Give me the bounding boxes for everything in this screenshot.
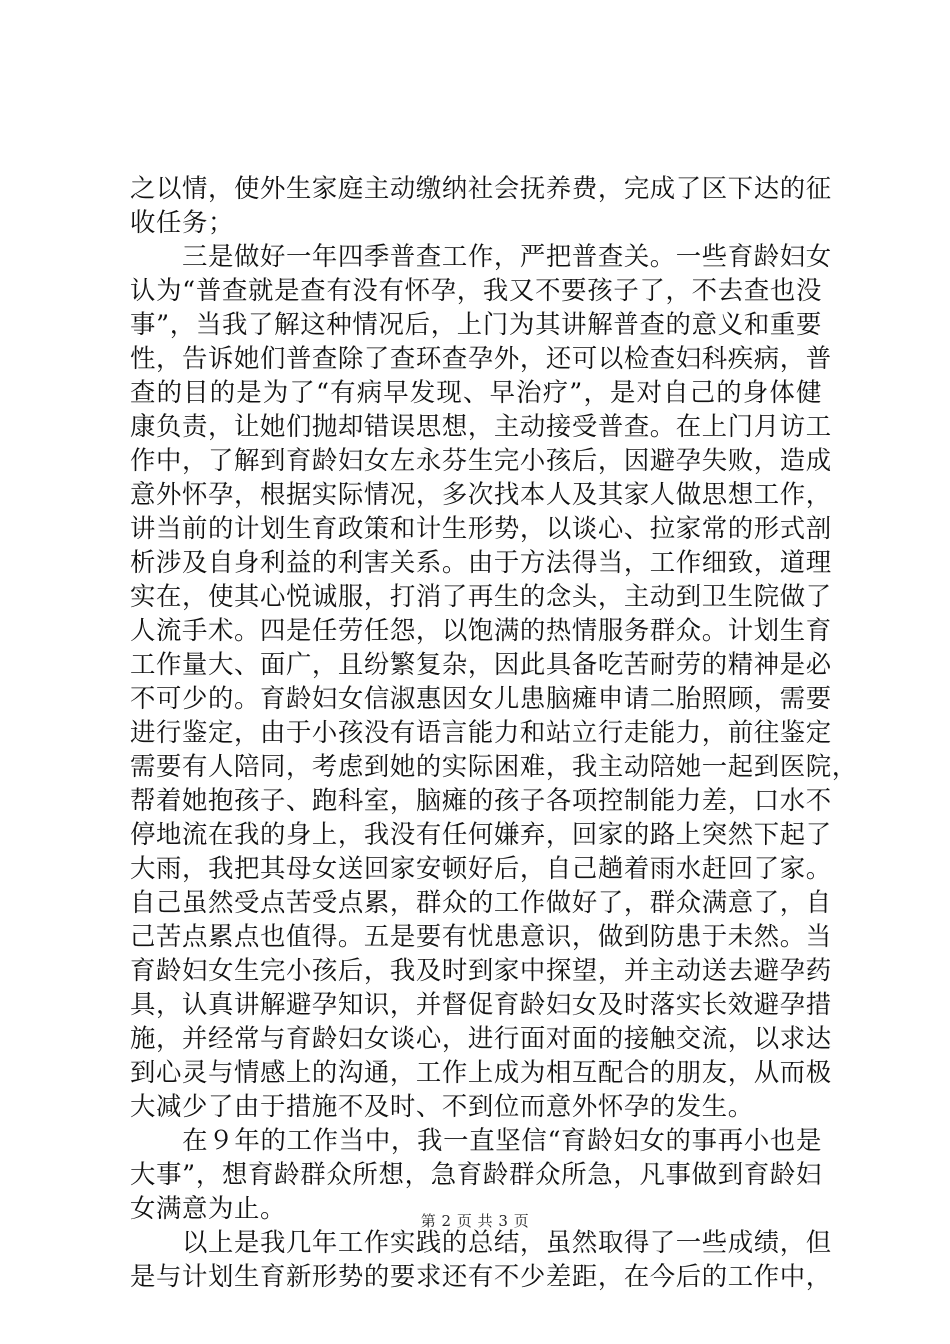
text-line: 三是做好一年四季普查工作，严把普查关。一些育龄妇女 bbox=[130, 241, 832, 271]
text-line: 查的目的是为了“有病早发现、早治疗”，是对自己的身体健 bbox=[130, 377, 822, 407]
text-line: 认为“普查就是查有没有怀孕，我又不要孩子了，不去查也没 bbox=[130, 275, 822, 305]
text-line: 收任务； bbox=[130, 207, 234, 237]
text-line: 帮着她抱孩子、跑科室，脑瘫的孩子各项控制能力差，口水不 bbox=[130, 785, 832, 815]
text-line: 大减少了由于措施不及时、不到位而意外怀孕的发生。 bbox=[130, 1091, 754, 1121]
text-line: 之以情，使外生家庭主动缴纳社会抚养费，完成了区下达的征 bbox=[130, 173, 832, 203]
text-line: 需要有人陪同，考虑到她的实际困难，我主动陪她一起到医院， bbox=[130, 751, 858, 781]
text-line: 以上是我几年工作实践的总结，虽然取得了一些成绩，但 bbox=[130, 1227, 832, 1257]
text-line: 己苦点累点也值得。五是要有忧患意识，做到防患于未然。当 bbox=[130, 921, 832, 951]
text-line: 是与计划生育新形势的要求还有不少差距，在今后的工作中， bbox=[130, 1261, 832, 1291]
text-line: 作中，了解到育龄妇女左永芬生完小孩后，因避孕失败，造成 bbox=[130, 445, 832, 475]
text-line: 自己虽然受点苦受点累，群众的工作做好了，群众满意了，自 bbox=[130, 887, 832, 917]
text-line: 康负责，让她们抛却错误思想，主动接受普查。在上门月访工 bbox=[130, 411, 832, 441]
text-line: 施，并经常与育龄妇女谈心，进行面对面的接触交流，以求达 bbox=[130, 1023, 832, 1053]
text-line: 实在，使其心悦诚服，打消了再生的念头，主动到卫生院做了 bbox=[130, 581, 832, 611]
text-line: 大事”，想育龄群众所想，急育龄群众所急，凡事做到育龄妇 bbox=[130, 1159, 822, 1189]
text-line: 到心灵与情感上的沟通，工作上成为相互配合的朋友，从而极 bbox=[130, 1057, 832, 1087]
text-line: 进行鉴定，由于小孩没有语言能力和站立行走能力，前往鉴定 bbox=[130, 717, 832, 747]
text-line: 人流手术。四是任劳任怨，以饱满的热情服务群众。计划生育 bbox=[130, 615, 832, 645]
text-line: 工作量大、面广，且纷繁复杂，因此具备吃苦耐劳的精神是必 bbox=[130, 649, 832, 679]
text-line: 停地流在我的身上，我没有任何嫌弃，回家的路上突然下起了 bbox=[130, 819, 832, 849]
text-line: 性，告诉她们普查除了查环查孕外，还可以检查妇科疾病，普 bbox=[130, 343, 832, 373]
text-line: 在９年的工作当中，我一直坚信“育龄妇女的事再小也是 bbox=[130, 1125, 822, 1155]
text-line: 意外怀孕，根据实际情况，多次找本人及其家人做思想工作， bbox=[130, 479, 832, 509]
text-line: 女满意为止。 bbox=[130, 1193, 286, 1223]
text-line: 具，认真讲解避孕知识，并督促育龄妇女及时落实长效避孕措 bbox=[130, 989, 832, 1019]
text-line: 讲当前的计划生育政策和计生形势，以谈心、拉家常的形式剖 bbox=[130, 513, 832, 543]
text-line: 大雨，我把其母女送回家安顿好后，自己趟着雨水赶回了家。 bbox=[130, 853, 832, 883]
text-line: 析涉及自身利益的利害关系。由于方法得当，工作细致，道理 bbox=[130, 547, 832, 577]
page-footer: 第 2 页 共 3 页 bbox=[420, 1212, 530, 1230]
document-body bbox=[130, 171, 858, 1293]
text-line: 育龄妇女生完小孩后，我及时到家中探望，并主动送去避孕药 bbox=[130, 955, 832, 985]
text-line: 事”，当我了解这种情况后，上门为其讲解普查的意义和重要 bbox=[130, 309, 822, 339]
text-line: 不可少的。育龄妇女信淑惠因女儿患脑瘫申请二胎照顾，需要 bbox=[130, 683, 832, 713]
